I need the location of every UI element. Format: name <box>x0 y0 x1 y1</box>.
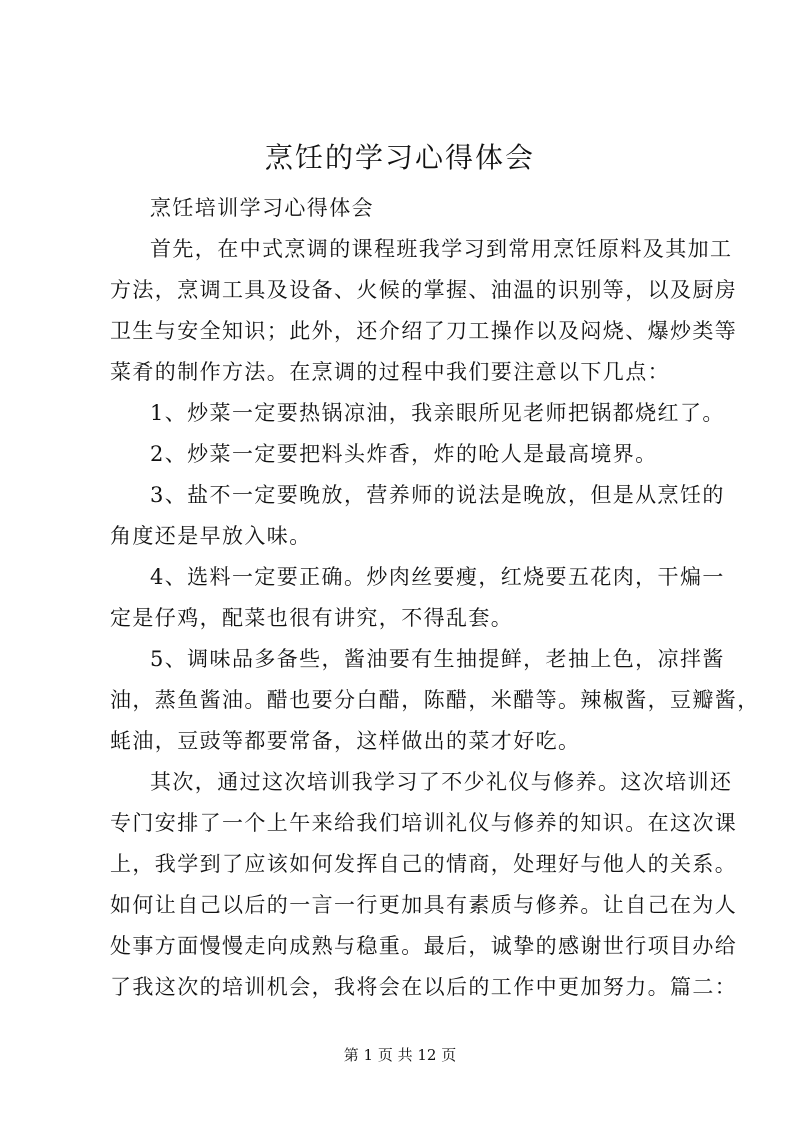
paragraph-line: 了我这次的培训机会，我将会在以后的工作中更加努力。篇二： <box>110 975 738 999</box>
paragraph-line: 卫生与安全知识；此外，还介绍了刀工操作以及闷烧、爆炒类等 <box>110 319 738 343</box>
paragraph-line: 专门安排了一个上午来给我们培训礼仪与修养的知识。在这次课 <box>110 811 738 835</box>
list-item-line: 2、炒菜一定要把料头炸香，炸的呛人是最高境界。 <box>150 442 658 466</box>
paragraph-line: 方法，烹调工具及设备、火候的掌握、油温的识别等，以及厨房 <box>110 278 738 302</box>
subtitle-line: 烹饪培训学习心得体会 <box>150 196 374 220</box>
list-item-line: 5、调味品多备些，酱油要有生抽提鲜，老抽上色，凉拌酱 <box>150 647 725 671</box>
list-item-line: 4、选料一定要正确。炒肉丝要瘦，红烧要五花肉，干煸一 <box>150 565 725 589</box>
list-item-line: 1、炒菜一定要热锅凉油，我亲眼所见老师把锅都烧红了。 <box>150 401 725 425</box>
paragraph-line: 其次，通过这次培训我学习了不少礼仪与修养。这次培训还 <box>150 770 733 794</box>
list-item-line: 定是仔鸡，配菜也很有讲究，不得乱套。 <box>110 606 514 630</box>
paragraph-line: 处事方面慢慢走向成熟与稳重。最后，诚挚的感谢世行项目办给 <box>110 934 738 958</box>
paragraph-line: 如何让自己以后的一言一行更加具有素质与修养。让自己在为人 <box>110 893 738 917</box>
list-item-line: 油，蒸鱼酱油。醋也要分白醋，陈醋，米醋等。辣椒酱，豆瓣酱， <box>110 688 760 712</box>
paragraph-line: 菜肴的制作方法。在烹调的过程中我们要注意以下几点： <box>110 360 670 384</box>
paragraph-line: 上，我学到了应该如何发挥自己的情商，处理好与他人的关系。 <box>110 852 738 876</box>
document-title: 烹饪的学习心得体会 <box>264 141 535 174</box>
list-item-line: 蚝油，豆豉等都要常备，这样做出的菜才好吃。 <box>110 729 581 753</box>
list-item-line: 角度还是早放入味。 <box>110 524 312 548</box>
list-item-line: 3、盐不一定要晚放，营养师的说法是晚放，但是从烹饪的 <box>150 483 725 507</box>
paragraph-line: 首先，在中式烹调的课程班我学习到常用烹饪原料及其加工 <box>150 237 733 261</box>
page-footer: 第 1 页 共 12 页 <box>343 1046 457 1064</box>
